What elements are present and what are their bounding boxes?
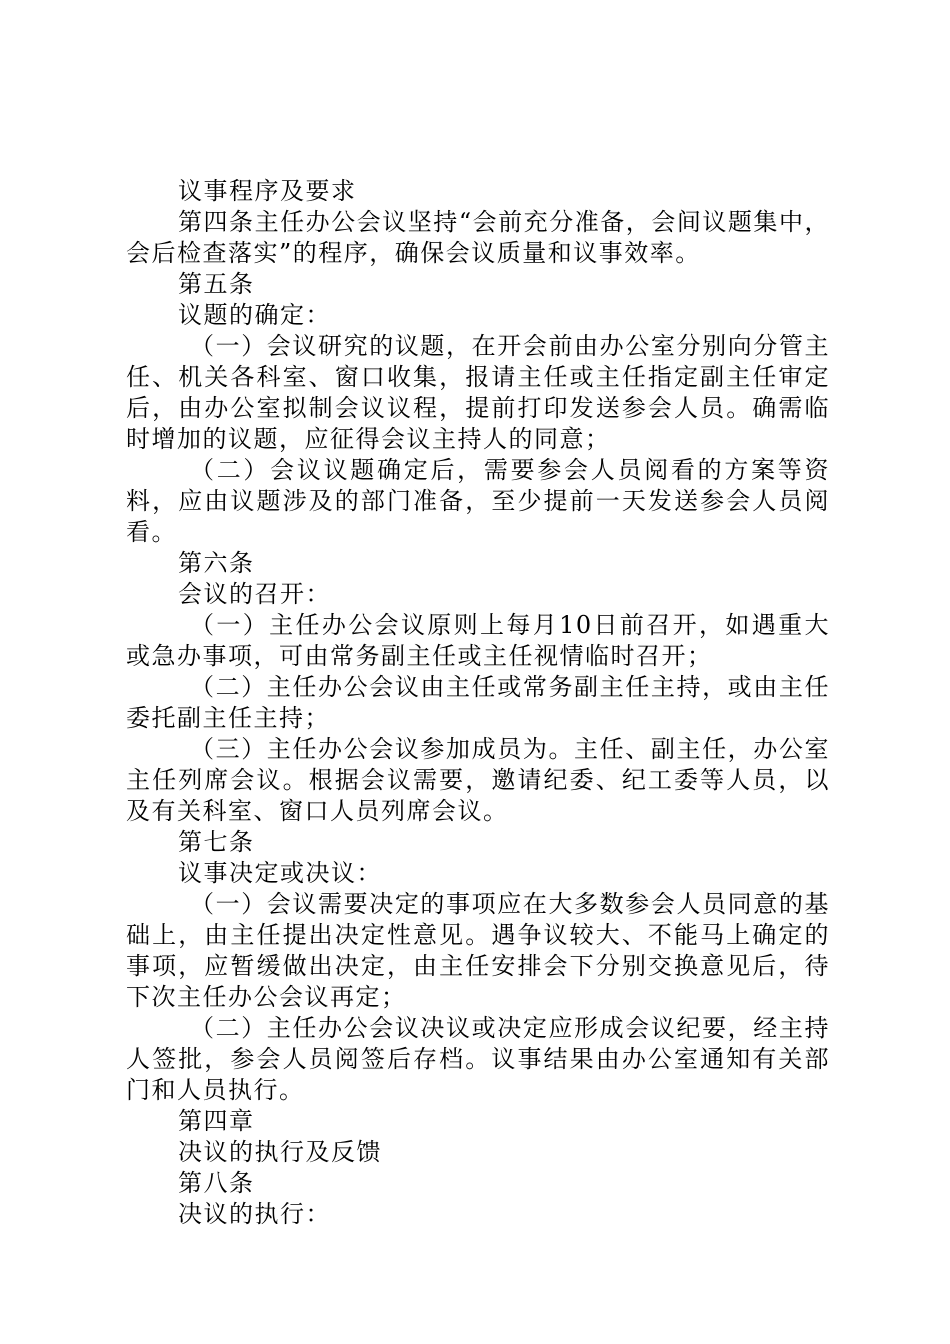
chapter-title: 决议的执行及反馈 — [178, 1138, 382, 1166]
document-body — [126, 176, 830, 1230]
article-heading: 第六条 — [178, 549, 255, 577]
list-item: （三）主任办公会议参加成员为。主任、副主任，办公室主任列席会议。根据会议需要，邀请纪委、纪工委等人员，以及有关科室、窗口人员列席会议。 — [126, 735, 830, 825]
list-item: （一）主任办公会议原则上每月10日前召开，如遇重大或急办事项，可由常务副主任或主任视情临时召开； — [126, 611, 830, 670]
article-subtitle: 议题的确定： — [178, 301, 331, 329]
list-item: （一）会议需要决定的事项应在大多数参会人员同意的基础上，由主任提出决定性意见。遇争议较大、不能马上确定的事项，应暂缓做出决定，由主任安排会下分别交换意见后，待下次主任办公会议再定； — [126, 890, 830, 1011]
section-heading: 议事程序及要求 — [178, 177, 357, 205]
article-heading: 第七条 — [178, 828, 255, 856]
article-heading: 第五条 — [178, 270, 255, 298]
article-subtitle: 会议的召开： — [178, 580, 331, 608]
list-item: （二）会议议题确定后，需要参会人员阅看的方案等资料，应由议题涉及的部门准备，至少提前一天发送参会人员阅看。 — [126, 456, 830, 546]
chapter-heading: 第四章 — [178, 1107, 255, 1135]
article-paragraph: 第四条主任办公会议坚持“会前充分准备，会间议题集中，会后检查落实”的程序，确保会议质量和议事效率。 — [126, 208, 830, 267]
article-subtitle: 决议的执行： — [178, 1200, 331, 1228]
list-item: （二）主任办公会议决议或决定应形成会议纪要，经主持人签批，参会人员阅签后存档。议事结果由办公室通知有关部门和人员执行。 — [126, 1014, 830, 1104]
article-subtitle: 议事决定或决议： — [178, 859, 382, 887]
list-item: （二）主任办公会议由主任或常务副主任主持，或由主任委托副主任主持； — [126, 673, 830, 732]
list-item: （一）会议研究的议题，在开会前由办公室分别向分管主任、机关各科室、窗口收集，报请主任或主任指定副主任审定后，由办公室拟制会议议程，提前打印发送参会人员。确需临时增加的议题，应征得会议主持人的同意； — [126, 332, 830, 453]
article-heading: 第八条 — [178, 1169, 255, 1197]
